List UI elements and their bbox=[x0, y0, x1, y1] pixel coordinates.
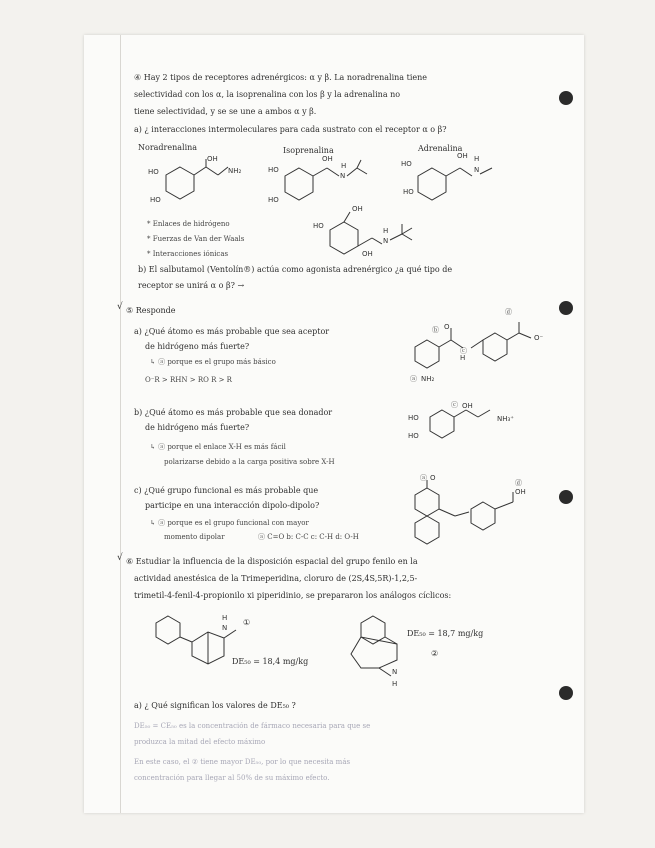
legend-ionic: * Interacciones iónicas bbox=[147, 250, 229, 258]
label-ho: HO bbox=[401, 160, 412, 168]
binder-hole bbox=[559, 686, 573, 700]
label-n: N bbox=[383, 237, 389, 245]
q5b-line2: de hidrógeno más fuerte? bbox=[145, 423, 250, 432]
q5a-line1: a) ¿Qué átomo es más probable que sea aceptor bbox=[134, 327, 330, 336]
adrenalina-structure bbox=[408, 158, 518, 218]
label-b: ⓑ bbox=[432, 326, 439, 334]
label-oh: OH bbox=[362, 250, 373, 258]
q5b-structure bbox=[410, 398, 550, 458]
legend-van-der-waals: * Fuerzas de Van der Waals bbox=[147, 235, 245, 243]
label-h: H bbox=[383, 227, 389, 235]
q4-line1: ④ Hay 2 tipos de receptores adrenérgicos: α y β. La noradrenalina tiene bbox=[134, 73, 428, 82]
label-oh: OH bbox=[462, 402, 473, 410]
q6-line3: trimetil-4-fenil-4-propionilo xi piperidinio, se prepararon los análogos cíclicos: bbox=[134, 591, 452, 600]
q6-line1: ⑥ Estudiar la influencia de la disposición espacial del grupo fenilo en la bbox=[126, 557, 418, 566]
label-ho: HO bbox=[313, 222, 324, 230]
label-oh: OH bbox=[207, 155, 218, 163]
label-h: H bbox=[222, 614, 228, 622]
isoprenalina-structure bbox=[275, 158, 385, 218]
label-ho: HO bbox=[268, 166, 279, 174]
analog-2-de50: DE₅₀ = 18,7 mg/kg bbox=[407, 629, 484, 638]
label-nh3: NH₃⁺ bbox=[497, 415, 515, 423]
binder-hole bbox=[559, 490, 573, 504]
label-h: H bbox=[341, 162, 347, 170]
q6-answer-line3: En este caso, el ② tiene mayor DE₅₀, por lo que necesita más bbox=[134, 758, 351, 766]
check-mark: √ bbox=[117, 553, 123, 563]
label-c: ⓒ bbox=[451, 401, 458, 409]
q5b-answer-line2: polarizarse debido a la carga positiva sobre X-H bbox=[164, 458, 335, 466]
label-h: H bbox=[392, 680, 398, 688]
q5a-answer: ↳ ⓐ porque es el grupo más básico bbox=[150, 358, 276, 366]
q6-answer-line4: concentración para llegar al 50% de su máximo efecto. bbox=[134, 774, 330, 782]
label-oh: OH bbox=[515, 488, 526, 496]
legend-hydrogen-bonds: * Enlaces de hidrógeno bbox=[147, 220, 230, 228]
label-a: ⓐ bbox=[420, 474, 427, 482]
q6-question-a: a) ¿ Qué significan los valores de DE₅₀ ? bbox=[134, 701, 296, 710]
label-oh: OH bbox=[457, 152, 468, 160]
label-n: N bbox=[340, 172, 346, 180]
q5b-answer-line1: ↳ ⓐ porque el enlace X-H es más fácil bbox=[150, 443, 286, 451]
label-h: H bbox=[474, 155, 480, 163]
analog-1-label: ① bbox=[243, 618, 251, 627]
q5c-answer-line2: momento dipolar bbox=[164, 533, 225, 541]
label-n: N bbox=[474, 166, 480, 174]
mol-name-isoprenalina: Isoprenalina bbox=[283, 146, 334, 155]
label-oh: OH bbox=[322, 155, 333, 163]
label-c: ⓒ bbox=[460, 347, 467, 355]
noradrenalina-structure bbox=[150, 155, 250, 215]
q5-title: ⑤ Responde bbox=[126, 306, 176, 315]
q5c-group-list: ⓐ C=O b: C-C c: C-H d: O-H bbox=[258, 533, 359, 541]
label-ho: HO bbox=[408, 432, 419, 440]
mol-name-adrenalina: Adrenalina bbox=[418, 144, 463, 153]
label-ho: HO bbox=[268, 196, 279, 204]
label-ho: HO bbox=[148, 168, 159, 176]
label-d: ⓓ bbox=[505, 308, 512, 316]
analog-2-label: ② bbox=[431, 649, 439, 658]
label-o: O bbox=[444, 323, 450, 331]
q4-question-b-line1: b) El salbutamol (Ventolín®) actúa como agonista adrenérgico ¿a qué tipo de bbox=[138, 265, 453, 274]
label-ho: HO bbox=[403, 188, 414, 196]
salbutamol-structure bbox=[320, 210, 430, 265]
binder-hole bbox=[559, 301, 573, 315]
q5c-answer-line1: ↳ ⓐ porque es el grupo funcional con mayor bbox=[150, 519, 309, 527]
q5c-line2: participe en una interacción dipolo-dipolo? bbox=[145, 501, 320, 510]
q5c-structure bbox=[405, 474, 555, 544]
q5b-line1: b) ¿Qué átomo es más probable que sea donador bbox=[134, 408, 333, 417]
analog-1-de50: DE₅₀ = 18,4 mg/kg bbox=[232, 657, 309, 666]
label-oh: OH bbox=[352, 205, 363, 213]
mol-name-noradrenalina: Noradrenalina bbox=[138, 143, 198, 152]
label-ho: HO bbox=[408, 414, 419, 422]
check-mark: √ bbox=[117, 302, 123, 312]
label-d: ⓓ bbox=[515, 479, 522, 487]
q5c-line1: c) ¿Qué grupo funcional es más probable que bbox=[134, 486, 319, 495]
analog-2-structure bbox=[345, 610, 455, 690]
q4-line2: selectividad con los α, la isoprenalina con los β y la adrenalina no bbox=[134, 90, 401, 99]
q4-question-b-line2: receptor se unirá α o β? → bbox=[138, 281, 245, 290]
q5a-line2: de hidrógeno más fuerte? bbox=[145, 342, 250, 351]
label-n: N bbox=[222, 624, 228, 632]
q4-question-a: a) ¿ interacciones intermoleculares para cada sustrato con el receptor α o β? bbox=[134, 125, 447, 134]
label-o-minus: O⁻ bbox=[534, 334, 544, 342]
q6-line2: actividad anestésica de la Trimeperidina, cloruro de (2S,4S,5R)-1,2,5- bbox=[134, 574, 418, 583]
margin-line bbox=[120, 35, 121, 813]
q6-answer-line1: DE₅₀ = CE₅₀ es la concentración de fármaco necesaria para que se bbox=[134, 722, 371, 730]
q5a-basicity-order: O⁻R > RHN > RO R > R bbox=[145, 376, 232, 384]
label-n: N bbox=[392, 668, 398, 676]
q6-answer-line2: produzca la mitad del efecto máximo bbox=[134, 738, 266, 746]
label-ho: HO bbox=[150, 196, 161, 204]
label-a: ⓐ bbox=[410, 375, 417, 383]
label-nh2: NH₂ bbox=[421, 375, 435, 383]
label-o: O bbox=[430, 474, 436, 482]
q4-line3: tiene selectividad, y se se une a ambos α y β. bbox=[134, 107, 317, 116]
binder-hole bbox=[559, 91, 573, 105]
label-h: H bbox=[460, 354, 466, 362]
label-nh2: NH₂ bbox=[228, 167, 242, 175]
